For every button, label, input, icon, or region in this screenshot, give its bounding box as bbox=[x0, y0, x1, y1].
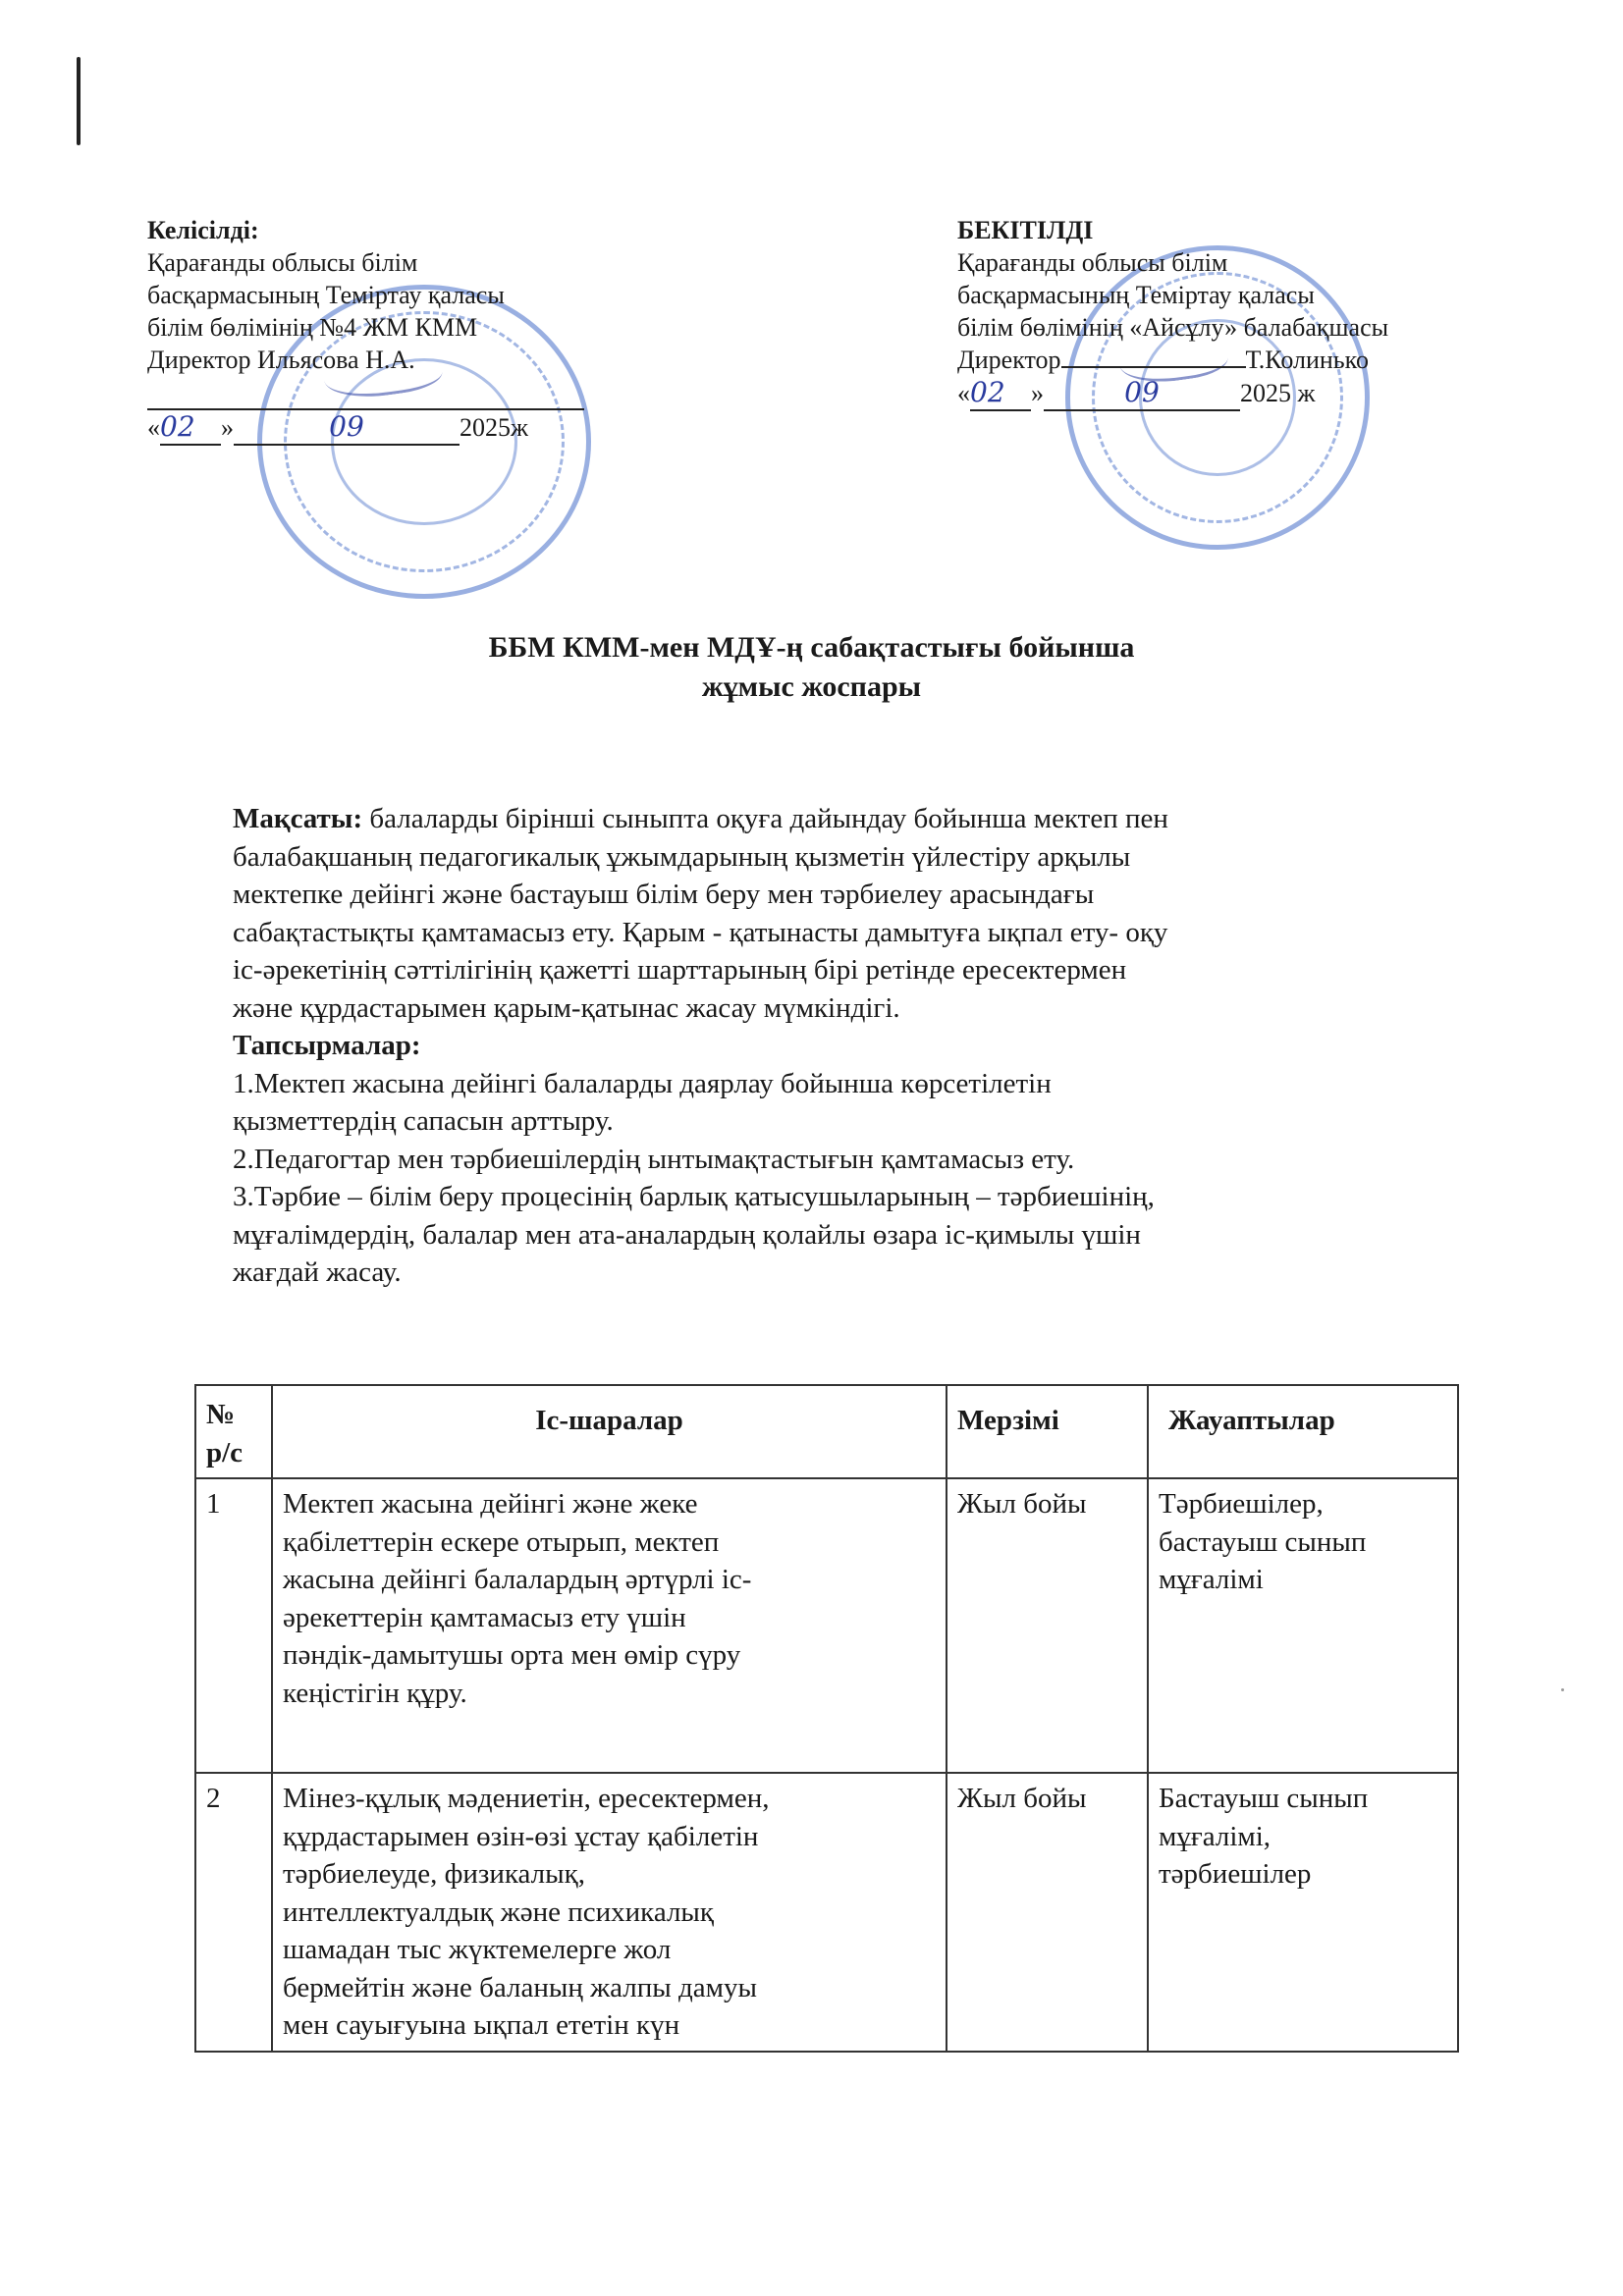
event-line: құрдастарымен өзін-өзі ұстау қабілетін bbox=[283, 1820, 759, 1852]
goal-line: сабақтастықты қамтамасыз ету. Қарым - қатынасты дамытуға ықпал ету- оқу bbox=[233, 916, 1168, 948]
goal-and-tasks bbox=[233, 800, 1509, 1292]
goal-line: іс-әрекетінің сәттілігінің қажетті шарттарының бірі ретінде ересектермен bbox=[233, 954, 1127, 986]
header-number-line: № bbox=[206, 1399, 236, 1430]
event-line: пәндік-дамытушы орта мен өмір сүру bbox=[283, 1639, 741, 1671]
goal-label: Мақсаты: bbox=[233, 803, 363, 834]
tasks-label: Тапсырмалар: bbox=[233, 1030, 421, 1061]
goal-text: балаларды бірінші сыныпта оқуға дайындау бойынша мектеп пен bbox=[362, 803, 1168, 834]
event-line: қабілеттерін ескере отырып, мектеп bbox=[283, 1525, 720, 1558]
responsible-line: тәрбиешілер bbox=[1159, 1858, 1312, 1890]
task-line: қызметтердің сапасын арттыру. bbox=[233, 1105, 614, 1137]
title-line: жұмыс жоспары bbox=[701, 670, 922, 703]
date-quote-open: « bbox=[147, 413, 160, 442]
table-row bbox=[195, 1478, 1458, 1773]
approved-line: білім бөлімінің «Айсұлу» балабақшасы bbox=[957, 313, 1389, 342]
task-line: мұғалімдердің, балалар мен ата-аналардың қолайлы өзара іс-қимылы үшін bbox=[233, 1218, 1141, 1251]
row-event bbox=[272, 1478, 947, 1773]
row-responsible bbox=[1148, 1773, 1458, 2052]
row-responsible bbox=[1148, 1478, 1458, 1773]
date-quote-close: » bbox=[221, 413, 234, 442]
approved-date bbox=[957, 376, 1388, 411]
row-number: 1 bbox=[195, 1478, 272, 1773]
date-quote-close: » bbox=[1031, 379, 1044, 407]
event-line: әрекеттерін қамтамасыз ету үшін bbox=[283, 1601, 686, 1633]
event-line: мен сауығуына ықпал ететін күн bbox=[283, 2009, 680, 2041]
agreed-line: басқармасының Теміртау қаласы bbox=[147, 281, 505, 309]
director-label: Директор bbox=[957, 346, 1061, 374]
task-line: жағдай жасау. bbox=[233, 1256, 402, 1288]
goal-first-line bbox=[233, 800, 1509, 838]
title-line: ББМ КММ-мен МДҰ-ң сабақтастығы бойынша bbox=[488, 631, 1135, 664]
agreed-day-handwritten: 02 bbox=[160, 410, 195, 443]
responsible-line: бастауыш сынып bbox=[1159, 1525, 1367, 1558]
header-number-line: р/с bbox=[206, 1436, 243, 1468]
approved-line: басқармасының Теміртау қаласы bbox=[957, 281, 1315, 309]
event-line: жасына дейінгі балалардың әртүрлі іс- bbox=[283, 1564, 752, 1595]
event-line: Мектеп жасына дейінгі және жеке bbox=[283, 1488, 698, 1520]
event-line: кеңістігін құру. bbox=[283, 1677, 467, 1709]
agreed-line: Директор Ильясова Н.А. bbox=[147, 346, 415, 374]
table-header-row bbox=[195, 1385, 1458, 1478]
goal-line: балабақшаның педагогикалық ұжымдарының қызметін үйлестіру арқылы bbox=[233, 840, 1131, 873]
approved-director bbox=[957, 344, 1388, 376]
event-line: шамадан тыс жүктемелерге жол bbox=[283, 1934, 672, 1965]
goal-line: мектепке дейінгі және бастауыш білім беру мен тәрбиелеу арасындағы bbox=[233, 879, 1095, 910]
date-quote-open: « bbox=[957, 379, 970, 407]
work-plan-table bbox=[194, 1384, 1459, 2053]
agreed-month-handwritten: 09 bbox=[329, 410, 364, 443]
agreed-year: 2025ж bbox=[460, 413, 528, 442]
event-line: интеллектуалдық және психикалық bbox=[283, 1896, 714, 1928]
responsible-line: мұғалімі, bbox=[1159, 1820, 1271, 1852]
header-number bbox=[195, 1385, 272, 1478]
scan-speck bbox=[1561, 1688, 1564, 1691]
agreed-block bbox=[147, 214, 584, 446]
approved-block bbox=[957, 214, 1388, 411]
goal-line: және құрдастарымен қарым-қатынас жасау мүмкіндігі. bbox=[233, 991, 900, 1024]
header-responsible: Жауаптылар bbox=[1148, 1385, 1458, 1478]
agreed-line: білім бөлімінің №4 ЖМ КММ bbox=[147, 313, 478, 342]
agreed-date bbox=[147, 410, 584, 446]
header-events: Іс-шаралар bbox=[272, 1385, 947, 1478]
responsible-line: Тәрбиешілер, bbox=[1159, 1488, 1324, 1520]
event-line: Мінез-құлық мәдениетін, ересектермен, bbox=[283, 1783, 770, 1814]
approved-month-handwritten: 09 bbox=[1124, 376, 1160, 408]
table-row bbox=[195, 1773, 1458, 2052]
approved-year: 2025 ж bbox=[1240, 379, 1316, 407]
agreed-line: Қарағанды облысы білім bbox=[147, 248, 418, 277]
approved-heading: БЕКІТІЛДІ bbox=[957, 216, 1094, 244]
approved-day-handwritten: 02 bbox=[970, 376, 1005, 408]
event-line: бермейтін және баланың жалпы дамуы bbox=[283, 1971, 757, 2003]
document-title bbox=[0, 628, 1623, 707]
row-term: Жыл бойы bbox=[947, 1773, 1148, 2052]
row-term: Жыл бойы bbox=[947, 1478, 1148, 1773]
scan-edge-mark bbox=[77, 57, 81, 145]
task-line: 3.Тәрбие – білім беру процесінің барлық қатысушыларының – тәрбиешінің, bbox=[233, 1181, 1155, 1212]
approved-line: Қарағанды облысы білім bbox=[957, 248, 1228, 277]
task-line: 1.Мектеп жасына дейінгі балаларды даярлау бойынша көрсетілетін bbox=[233, 1067, 1052, 1099]
responsible-line: мұғалімі bbox=[1159, 1564, 1264, 1595]
task-line: 2.Педагогтар мен тәрбиешілердің ынтымақтастығын қамтамасыз ету. bbox=[233, 1143, 1075, 1175]
header-term: Мерзімі bbox=[947, 1385, 1148, 1478]
row-event bbox=[272, 1773, 947, 2052]
responsible-line: Бастауыш сынып bbox=[1159, 1783, 1369, 1814]
agreed-signature-line bbox=[147, 376, 584, 410]
event-line: тәрбиелеуде, физикалық, bbox=[283, 1858, 585, 1890]
director-name: Т.Колинько bbox=[1245, 346, 1369, 374]
agreed-heading: Келісілді: bbox=[147, 216, 259, 244]
row-number: 2 bbox=[195, 1773, 272, 2052]
